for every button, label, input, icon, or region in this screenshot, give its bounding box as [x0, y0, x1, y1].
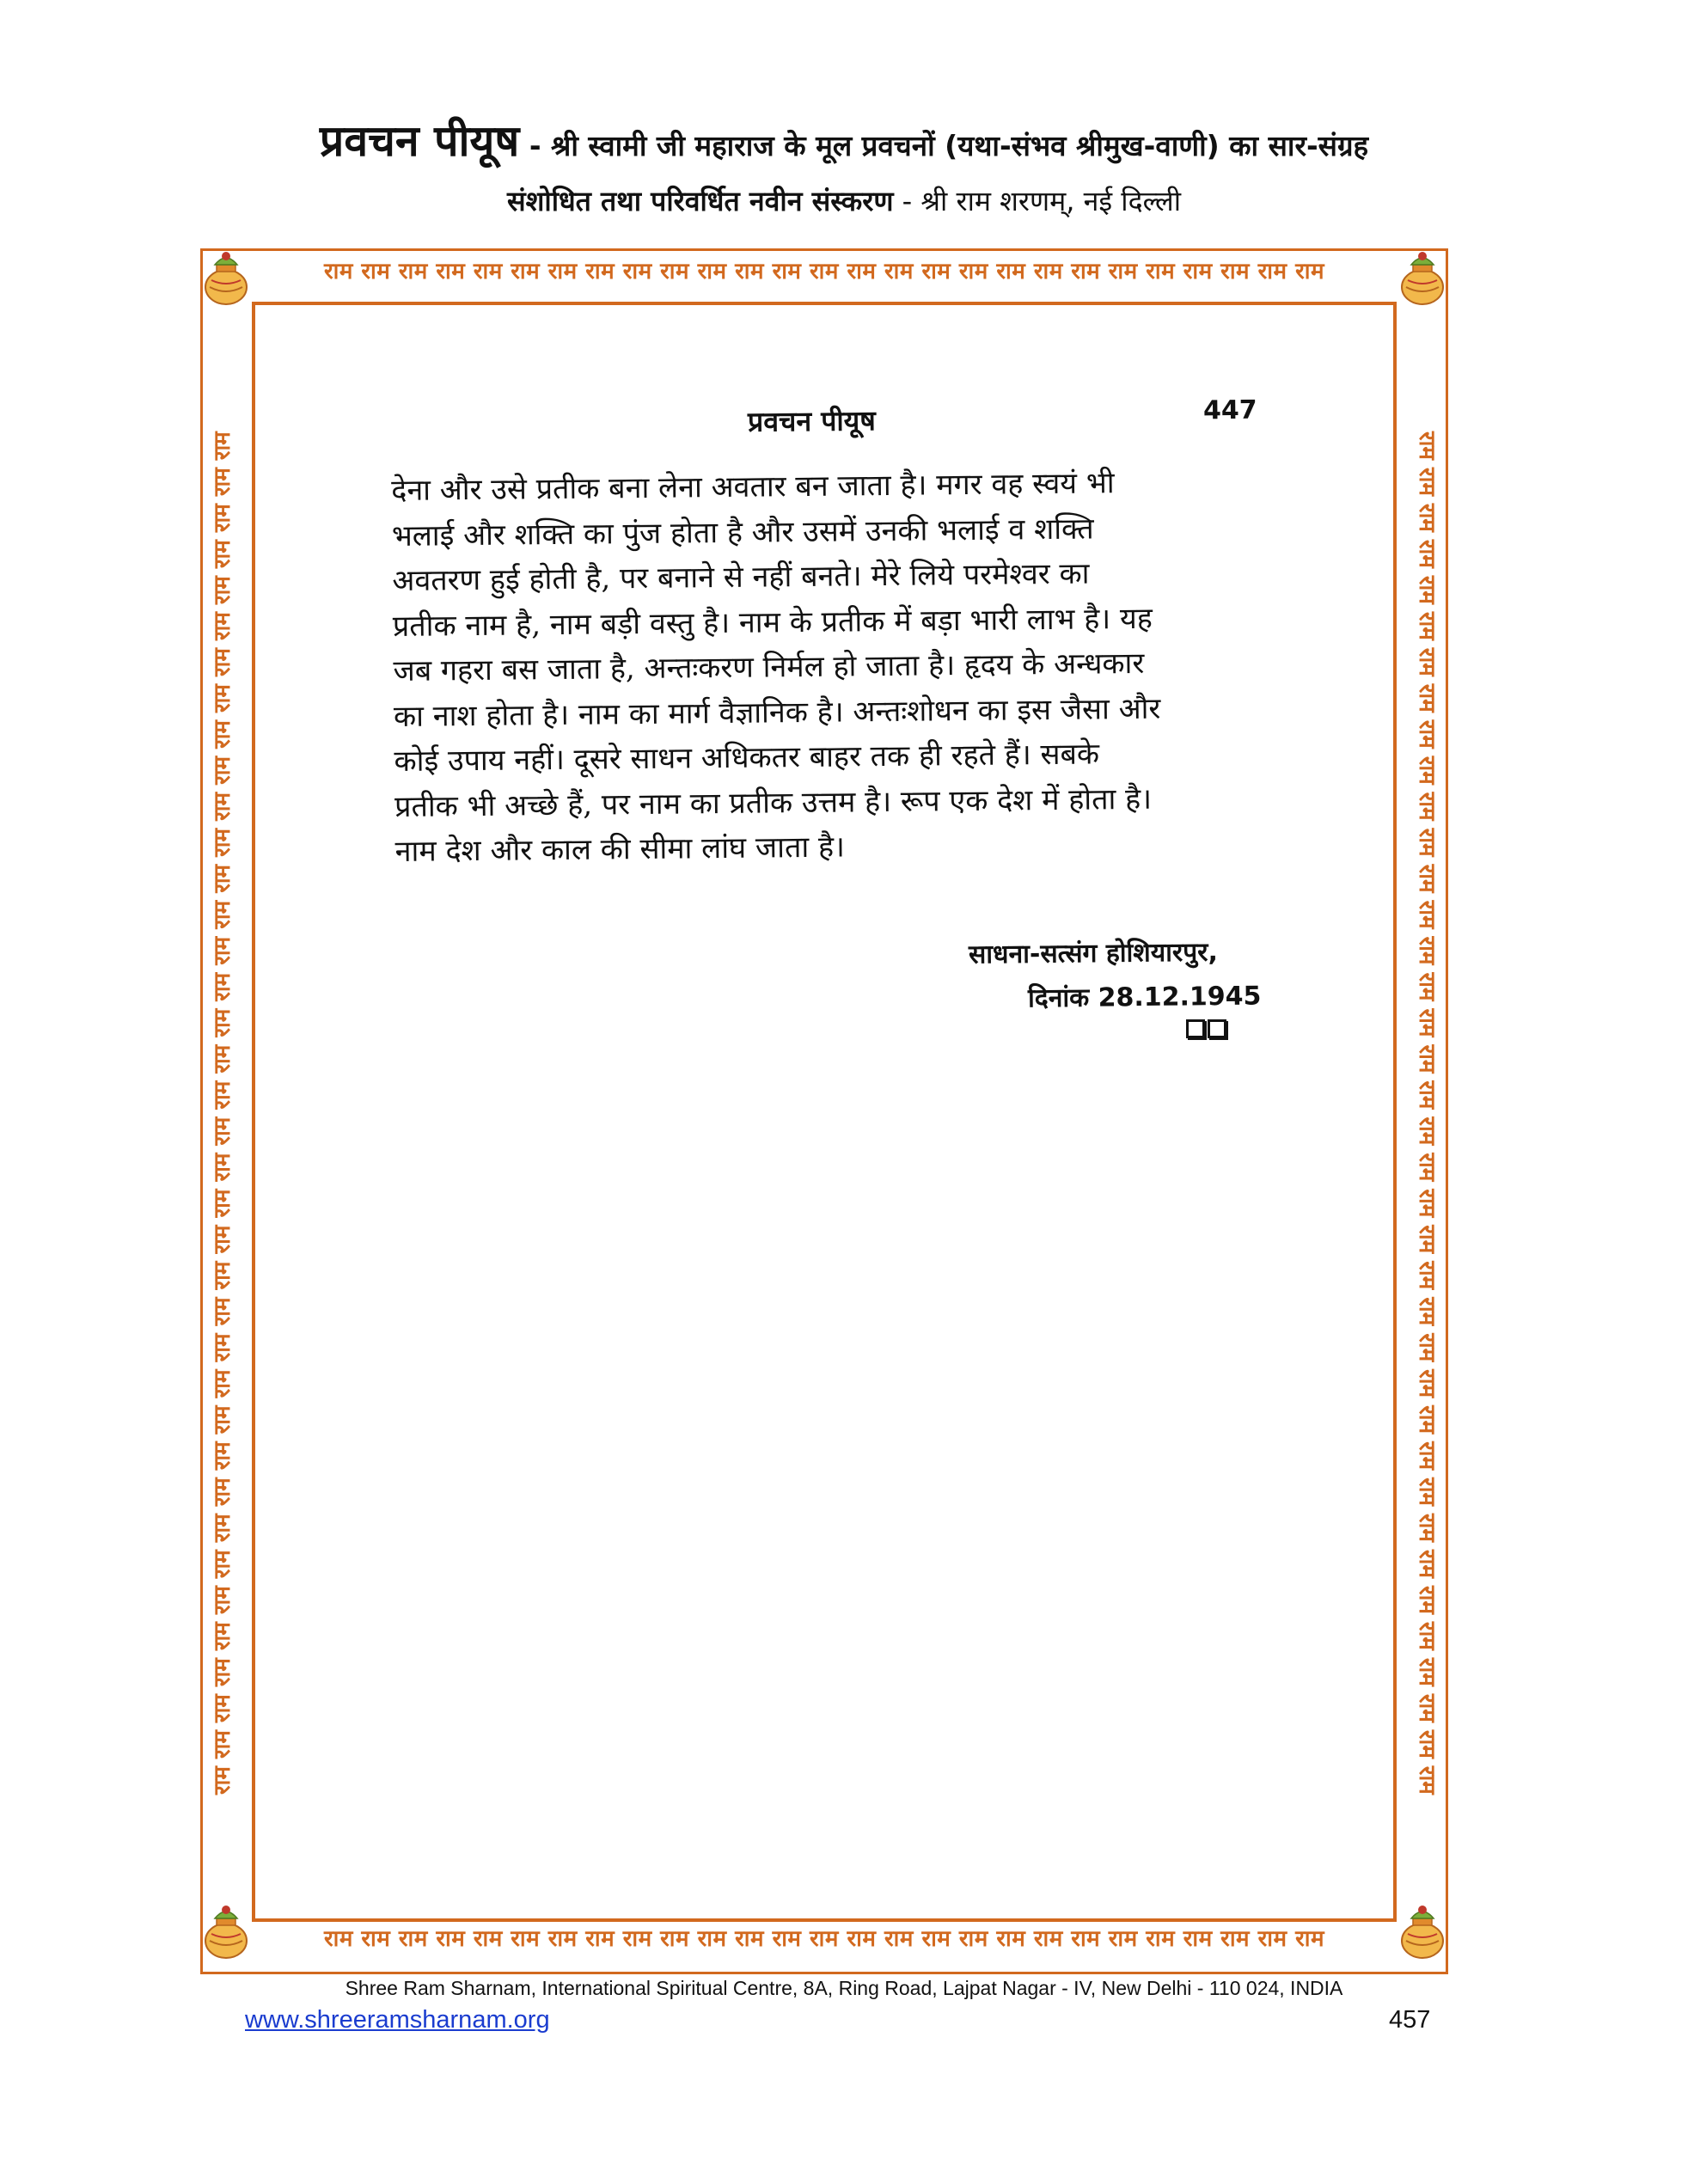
book-title-description: - श्री स्वामी जी महाराज के मूल प्रवचनों (यथा-संभव श्रीमुख-वाणी) का सार-संग्रह — [519, 129, 1369, 162]
kalash-icon-bottom-left — [199, 1903, 253, 1963]
kalash-icon-top-right — [1396, 249, 1449, 309]
paragraph-line: अवतरण हुई होती है, पर बनाने से नहीं बनते। मेरे लिये परमेश्वर का — [392, 556, 1090, 598]
paragraph-line: देना और उसे प्रतीक बना लेना अवतार बन जाता है। मगर वह स्वयं भी — [391, 466, 1115, 508]
end-mark-icon — [1186, 1019, 1229, 1042]
ram-border-bottom: राम राम राम राम राम राम राम राम राम राम राम राम राम राम राम राम राम राम राम राम राम राम राम राम राम राम राम — [323, 1926, 1325, 1952]
ram-border-right: राम राम राम राम राम राम राम राम राम राम राम राम राम राम राम राम राम राम राम राम राम राम राम राम राम राम राम राम राम राम राम राम राम राम राम राम राम राम — [1414, 431, 1440, 1795]
paragraph-line: कोई उपाय नहीं। दूसरे साधन अधिकतर बाहर तक ही रहते हैं। सबके — [394, 737, 1100, 779]
paragraph-line: का नाश होता है। नाम का मार्ग वैज्ञानिक है। अन्तःशोधन का इस जैसा और — [393, 691, 1161, 734]
footer-address: Shree Ram Sharnam, International Spiritual Centre, 8A, Ring Road, Lajpat Nagar - IV, New Delhi - 110 024, INDIA — [345, 1977, 1343, 1999]
paragraph-line: जब गहरा बस जाता है, अन्तःकरण निर्मल हो जाता है। हृदय के अन्धकार — [393, 645, 1145, 688]
kalash-icon-bottom-right — [1396, 1903, 1449, 1963]
paragraph-line: नाम देश और काल की सीमा लांघ जाता है। — [394, 829, 846, 869]
footer-page-number: 457 — [1389, 2006, 1431, 2034]
scanned-paragraph — [391, 459, 1272, 874]
website-link[interactable]: www.shreeramsharnam.org — [245, 2006, 550, 2034]
book-title: प्रवचन पीयूष — [319, 116, 520, 166]
signature-place: साधना-सत्संग होशियारपुर, — [968, 937, 1219, 970]
scanned-page-title: प्रवचन पीयूष — [747, 404, 876, 438]
paragraph-line: प्रतीक नाम है, नाम बड़ी वस्तु है। नाम के प्रतीक में बड़ा भारी लाभ है। यह — [392, 601, 1153, 644]
document-subheader-line — [0, 182, 1688, 219]
document-header-line — [0, 110, 1688, 168]
ram-border-top: राम राम राम राम राम राम राम राम राम राम राम राम राम राम राम राम राम राम राम राम राम राम राम राम राम राम राम — [323, 259, 1325, 284]
scanned-page-number: 447 — [1202, 395, 1257, 426]
ram-border-left: राम राम राम राम राम राम राम राम राम राम राम राम राम राम राम राम राम राम राम राम राम राम राम राम राम राम राम राम राम राम राम राम राम राम राम राम राम राम — [210, 431, 235, 1795]
publisher-label: - श्री राम शरणम्, नई दिल्ली — [893, 185, 1181, 217]
kalash-icon-top-left — [199, 249, 253, 309]
paragraph-line: भलाई और शक्ति का पुंज होता है और उसमें उनकी भलाई व शक्ति — [391, 511, 1094, 554]
paragraph-line: प्रतीक भी अच्छे हैं, पर नाम का प्रतीक उत्तम है। रूप एक देश में होता है। — [394, 781, 1153, 824]
edition-label: संशोधित तथा परिवर्धित नवीन संस्करण — [507, 185, 894, 217]
signature-date: दिनांक 28.12.1945 — [1027, 981, 1262, 1014]
